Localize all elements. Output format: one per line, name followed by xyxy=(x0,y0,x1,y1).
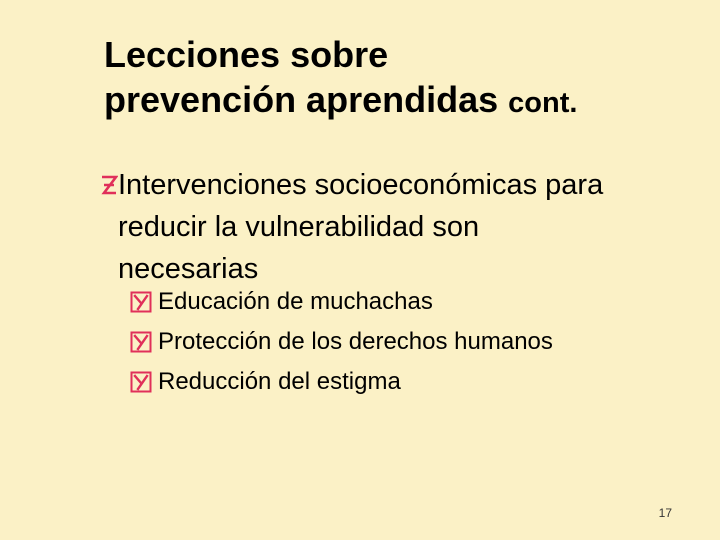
title-line-2-text: prevención aprendidas xyxy=(104,79,499,120)
z-shaped-bullet-icon xyxy=(100,164,118,206)
title-line-1: Lecciones sobre xyxy=(104,34,389,75)
slide-title xyxy=(104,32,684,126)
sub-bullet-item xyxy=(130,322,690,362)
y-box-bullet-icon xyxy=(130,371,152,393)
sub-bullet-label: Educación de muchachas xyxy=(158,288,433,315)
title-line-2 xyxy=(104,77,684,126)
main-bullet-line-3: necesarias xyxy=(118,253,259,285)
sub-bullet-list xyxy=(130,282,690,402)
main-bullet-line-2: reducir la vulnerabilidad son xyxy=(118,211,480,243)
sub-bullet-item xyxy=(130,282,690,322)
y-box-bullet-icon xyxy=(130,331,152,353)
main-bullet-text xyxy=(100,164,700,290)
sub-bullet-label: Protección de los derechos humanos xyxy=(158,328,553,355)
main-bullet-line-1: Intervenciones socioeconómicas para xyxy=(118,169,604,201)
sub-bullet-label: Reducción del estigma xyxy=(158,368,401,395)
page-number: 17 xyxy=(658,506,672,520)
title-suffix: cont. xyxy=(508,87,578,119)
main-bullet xyxy=(100,164,700,290)
sub-bullet-item xyxy=(130,362,690,402)
y-box-bullet-icon xyxy=(130,291,152,313)
